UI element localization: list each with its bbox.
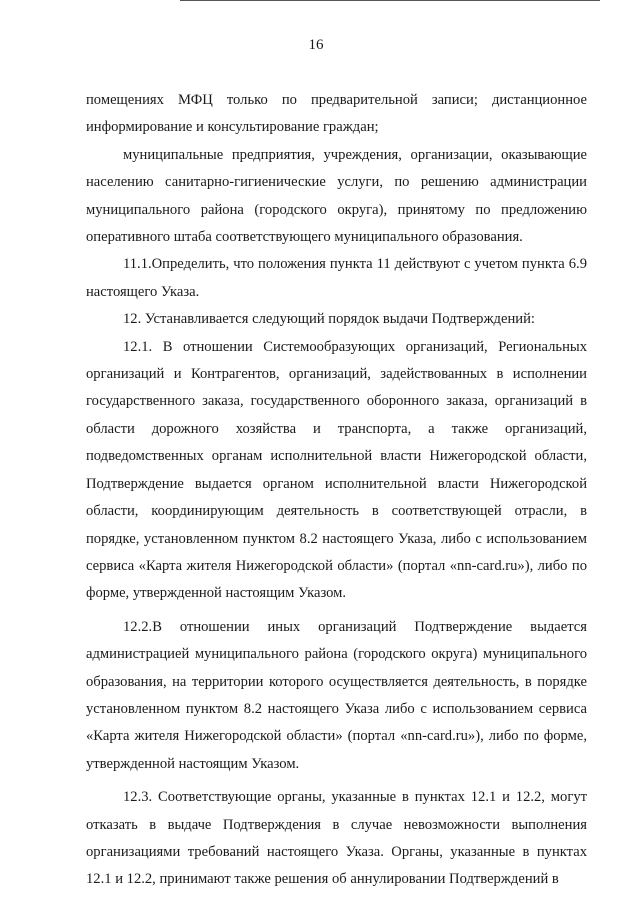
document-body — [86, 87, 587, 894]
paragraph-12: 12. Устанавливается следующий порядок выдачи Подтверждений: — [123, 311, 535, 328]
page-number: 16 — [308, 37, 324, 53]
top-scan-rule — [180, 0, 600, 1]
paragraph-12-3: 12.3. Соответствующие органы, указанные в пунктах 12.1 и 12.2, могут отказать в выдаче Подтверждения в случае невозможности выполнения организациями требований настоящего Указа. Органы, указанные в пунктах 12.1 и 12.2, принимают также решения об аннулировании Подтверждений в — [86, 789, 587, 888]
paragraph-premises-mfc: помещениях МФЦ только по предварительной записи; дистанционное информирование и консультирование граждан; — [86, 92, 587, 136]
paragraph-11-1: 11.1.Определить, что положения пункта 11 действуют с учетом пункта 6.9 настоящего Указа. — [86, 256, 587, 300]
paragraph-12-2: 12.2.В отношении иных организаций Подтверждение выдается администрацией муниципального района (городского округа) муниципального образования, на территории которого осуществляется деятельность, в порядке установленном пунктом 8.2 настоящего Указа либо с использованием сервиса «Карта жителя Нижегородской области» (портал «nn-card.ru»), либо по форме, утвержденной настоящим Указом. — [86, 618, 587, 772]
paragraph-municipal-enterprises: муниципальные предприятия, учреждения, организации, оказывающие населению санитарно-гигиенические услуги, по решению администрации муниципального района (городского округа), принятому по предложению оперативного штаба соответствующего муниципального образования. — [86, 146, 587, 246]
paragraph-12-1: 12.1. В отношении Системообразующих организаций, Региональных организаций и Контрагентов, организаций, задействованных в исполнении государственного заказа, государственного оборонного заказа, организаций в области дорожного хозяйства и транспорта, а также организаций, подведомственных органам исполнительной власти Нижегородской области, Подтверждение выдается органом исполнительной власти Нижегородской области, координирующим деятельность в соответствующей отрасли, в порядке, установленном пунктом 8.2 настоящего Указа, либо с использованием сервиса «Карта жителя Нижегородской области» (портал «nn-card.ru»), либо по форме, утвержденной настоящим Указом. — [86, 338, 587, 602]
